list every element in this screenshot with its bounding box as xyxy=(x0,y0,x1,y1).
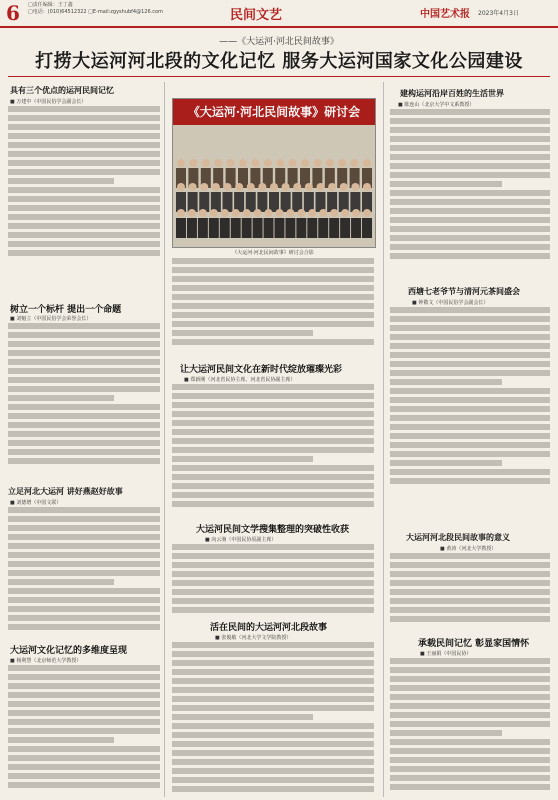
article-title: 西塘七老爷节与清河元茶间盛会 xyxy=(408,286,520,296)
article-body xyxy=(8,323,160,473)
photo-caption: 《大运河·河北民间故事》研讨会合影 xyxy=(232,250,314,256)
article-title: 具有三个优点的运河民间记忆 xyxy=(10,85,114,95)
article-byline: ■ 陈连山（北京大学中文系教授） xyxy=(398,102,475,108)
article-body xyxy=(172,384,374,512)
article-title: 大运河河北段民间故事的意义 xyxy=(406,532,510,542)
event-photo xyxy=(172,98,376,248)
page-headline: 打捞大运河河北段的文化记忆 服务大运河国家文化公园建设 xyxy=(35,51,523,72)
article-byline: ■ 杨利慧（北京师范大学教授） xyxy=(10,658,82,664)
article-byline: ■ 钟敬文（中国民俗学会副会长） xyxy=(412,300,489,306)
section-title: 民间文艺 xyxy=(230,8,283,23)
article-body xyxy=(390,109,550,269)
column-divider xyxy=(383,82,384,797)
page-number: 6 xyxy=(6,1,20,25)
editor-info xyxy=(28,2,163,16)
article-byline: ■ 郑新刚（河北省民协主席、河北省民协副主席） xyxy=(184,377,296,383)
article-title: 让大运河民间文化在新时代绽放璀璨光彩 xyxy=(180,365,343,375)
page-header xyxy=(0,0,558,28)
group-photo-illustration xyxy=(173,125,375,247)
headline-kicker: ——《大运河·河北民间故事》 xyxy=(219,37,339,47)
column-divider xyxy=(164,82,165,797)
article-body xyxy=(390,307,550,487)
article-title: 活在民间的大运河河北段故事 xyxy=(210,623,328,633)
newspaper-logo: 中国艺术报 xyxy=(420,9,470,20)
article-body xyxy=(8,665,160,797)
article-byline: ■ 黄涛（河北大学教授） xyxy=(440,546,497,552)
contact-line: □电话：(010)64512322 □E-mail:zgyshubf4@126.com xyxy=(28,9,163,15)
article-body xyxy=(8,106,160,262)
article-byline: ■ 万建中（中国民俗学会副会长） xyxy=(10,99,87,105)
article-title: 树立一个标杆 提出一个命题 xyxy=(10,305,122,315)
article-byline: ■ 向云驹（中国民协原副主席） xyxy=(205,537,277,543)
article-byline: ■ 张俊敏（河北大学文学院教授） xyxy=(215,635,292,641)
article-title: 立足河北大运河 讲好燕赵好故事 xyxy=(8,486,123,496)
article-body xyxy=(390,553,550,631)
article-body xyxy=(390,658,550,797)
article-byline: ■ 刘德增（中国文联） xyxy=(10,500,62,506)
headline-rule xyxy=(8,76,550,77)
issue-date: 2023年4月3日 xyxy=(478,10,519,17)
article-byline: ■ 刘魁立（中国民俗学会荣誉会长） xyxy=(10,316,92,322)
article-title: 承载民间记忆 彰显家国情怀 xyxy=(418,639,530,649)
article-title: 大运河民间文学搜集整理的突破性收获 xyxy=(196,525,350,535)
editor-line: □责任编辑：王丁鑫 xyxy=(28,2,73,8)
article-body xyxy=(172,258,374,348)
article-body xyxy=(172,544,374,616)
article-body xyxy=(172,642,374,797)
photo-banner: 《大运河·河北民间故事》研讨会 xyxy=(173,99,375,125)
article-title: 大运河文化记忆的多维度呈现 xyxy=(10,646,128,656)
article-body xyxy=(8,507,160,635)
article-title: 建构运河沿岸百姓的生活世界 xyxy=(400,88,504,98)
article-byline: ■ 王丽娟（中国民协） xyxy=(420,651,472,657)
